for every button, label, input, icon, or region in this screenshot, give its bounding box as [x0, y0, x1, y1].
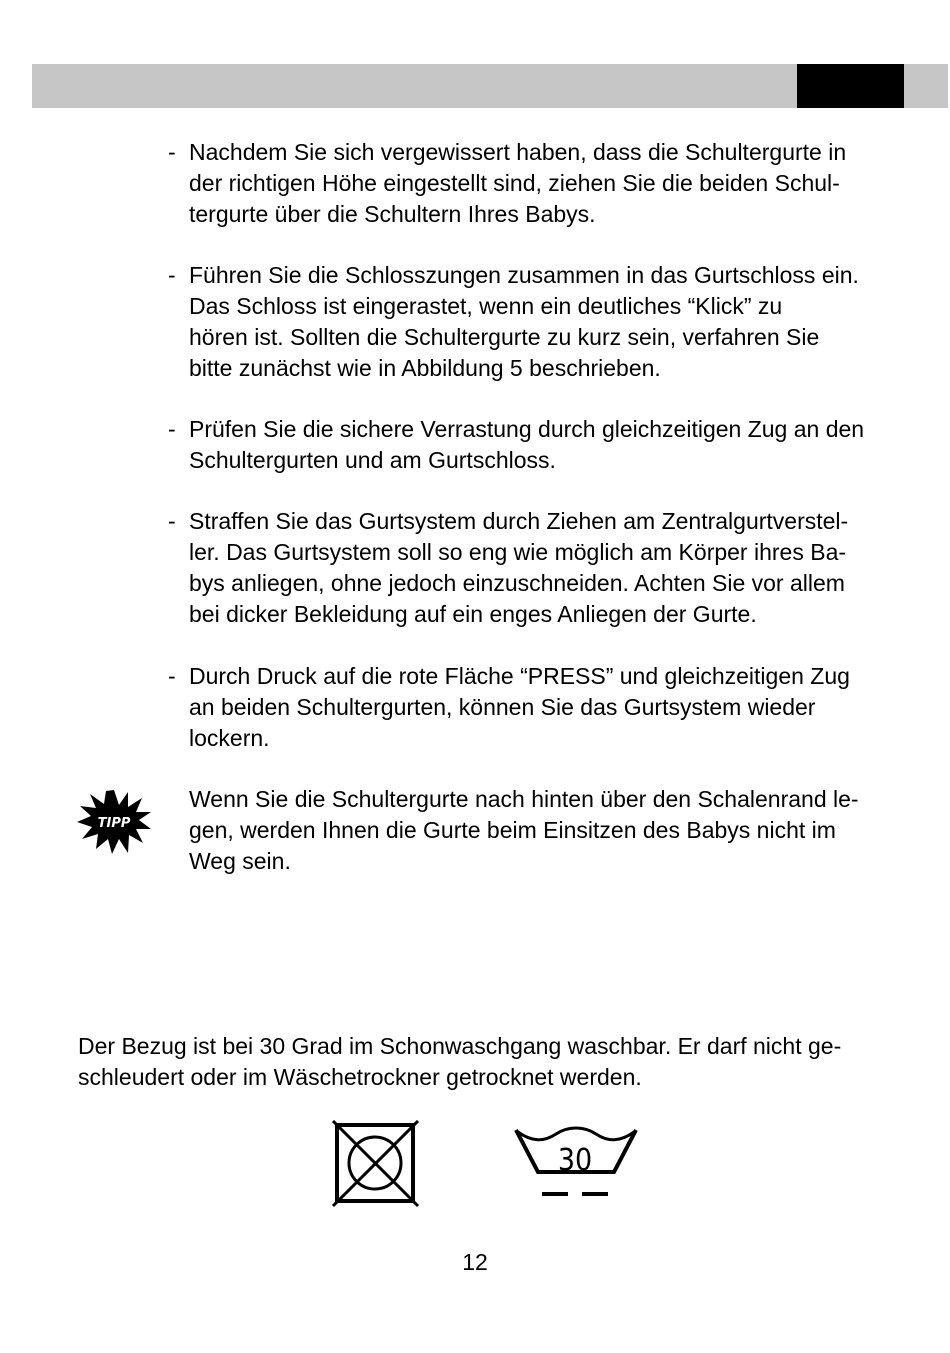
washing-paragraph	[78, 1031, 938, 1093]
instruction-item	[168, 414, 928, 476]
instruction-item	[168, 661, 928, 754]
wash-temperature: 30	[557, 1143, 593, 1178]
instruction-line: hören ist. Sollten die Schultergurte zu kurz sein, verfahren Sie	[189, 324, 820, 350]
tip-badge-label: TIPP	[97, 816, 131, 831]
instruction-line: bei dicker Bekleidung auf ein enges Anliegen der Gurte.	[189, 601, 757, 627]
page-number: 12	[462, 1249, 488, 1275]
tip-line: gen, werden Ihnen die Gurte beim Einsitzen des Babys nicht im	[189, 817, 836, 843]
instruction-line: Durch Druck auf die rote Fläche “PRESS” und gleichzeitigen Zug	[189, 663, 850, 689]
instruction-line: an beiden Schultergurten, können Sie das Gurtsystem wieder	[189, 694, 816, 720]
bullet-marker: -	[168, 416, 176, 442]
bullet-marker: -	[168, 139, 176, 165]
bullet-marker: -	[168, 663, 176, 689]
wash-30-gentle-icon	[512, 1124, 640, 1204]
instruction-item	[168, 137, 928, 230]
washing-line: schleudert oder im Wäschetrockner getrocknet werden.	[78, 1064, 642, 1090]
tip-paragraph	[189, 784, 929, 877]
instruction-line: bitte zunächst wie in Abbildung 5 beschrieben.	[189, 355, 661, 381]
bullet-marker: -	[168, 262, 176, 288]
instruction-line: Nachdem Sie sich vergewissert haben, dass die Schultergurte in	[189, 139, 847, 165]
no-tumble-dry-icon	[332, 1120, 420, 1208]
instruction-item	[168, 506, 928, 630]
tip-starburst-icon	[76, 789, 152, 855]
instruction-line: tergurte über die Schultern Ihres Babys.	[189, 201, 596, 227]
instruction-line: Das Schloss ist eingerastet, wenn ein deutliches “Klick” zu	[189, 293, 783, 319]
instruction-line: bys anliegen, ohne jedoch einzuschneiden. Achten Sie vor allem	[189, 570, 845, 596]
tip-line: Wenn Sie die Schultergurte nach hinten über den Schalenrand le-	[189, 786, 859, 812]
instruction-item	[168, 260, 928, 384]
tip-line: Weg sein.	[189, 848, 291, 874]
instruction-line: Führen Sie die Schlosszungen zusammen in das Gurtschloss ein.	[189, 262, 859, 288]
instruction-line: Schultergurten und am Gurtschloss.	[189, 447, 556, 473]
instruction-line: Prüfen Sie die sichere Verrastung durch gleichzeitigen Zug an den	[189, 416, 865, 442]
header-black-block	[797, 64, 904, 108]
instruction-line: Straffen Sie das Gurtsystem durch Ziehen am Zentralgurtverstel-	[189, 508, 849, 534]
bullet-marker: -	[168, 508, 176, 534]
instruction-line: der richtigen Höhe eingestellt sind, ziehen Sie die beiden Schul-	[189, 170, 840, 196]
instruction-line: ler. Das Gurtsystem soll so eng wie möglich am Körper ihres Ba-	[189, 539, 847, 565]
washing-line: Der Bezug ist bei 30 Grad im Schonwaschgang waschbar. Er darf nicht ge-	[78, 1033, 842, 1059]
instruction-line: lockern.	[189, 725, 270, 751]
